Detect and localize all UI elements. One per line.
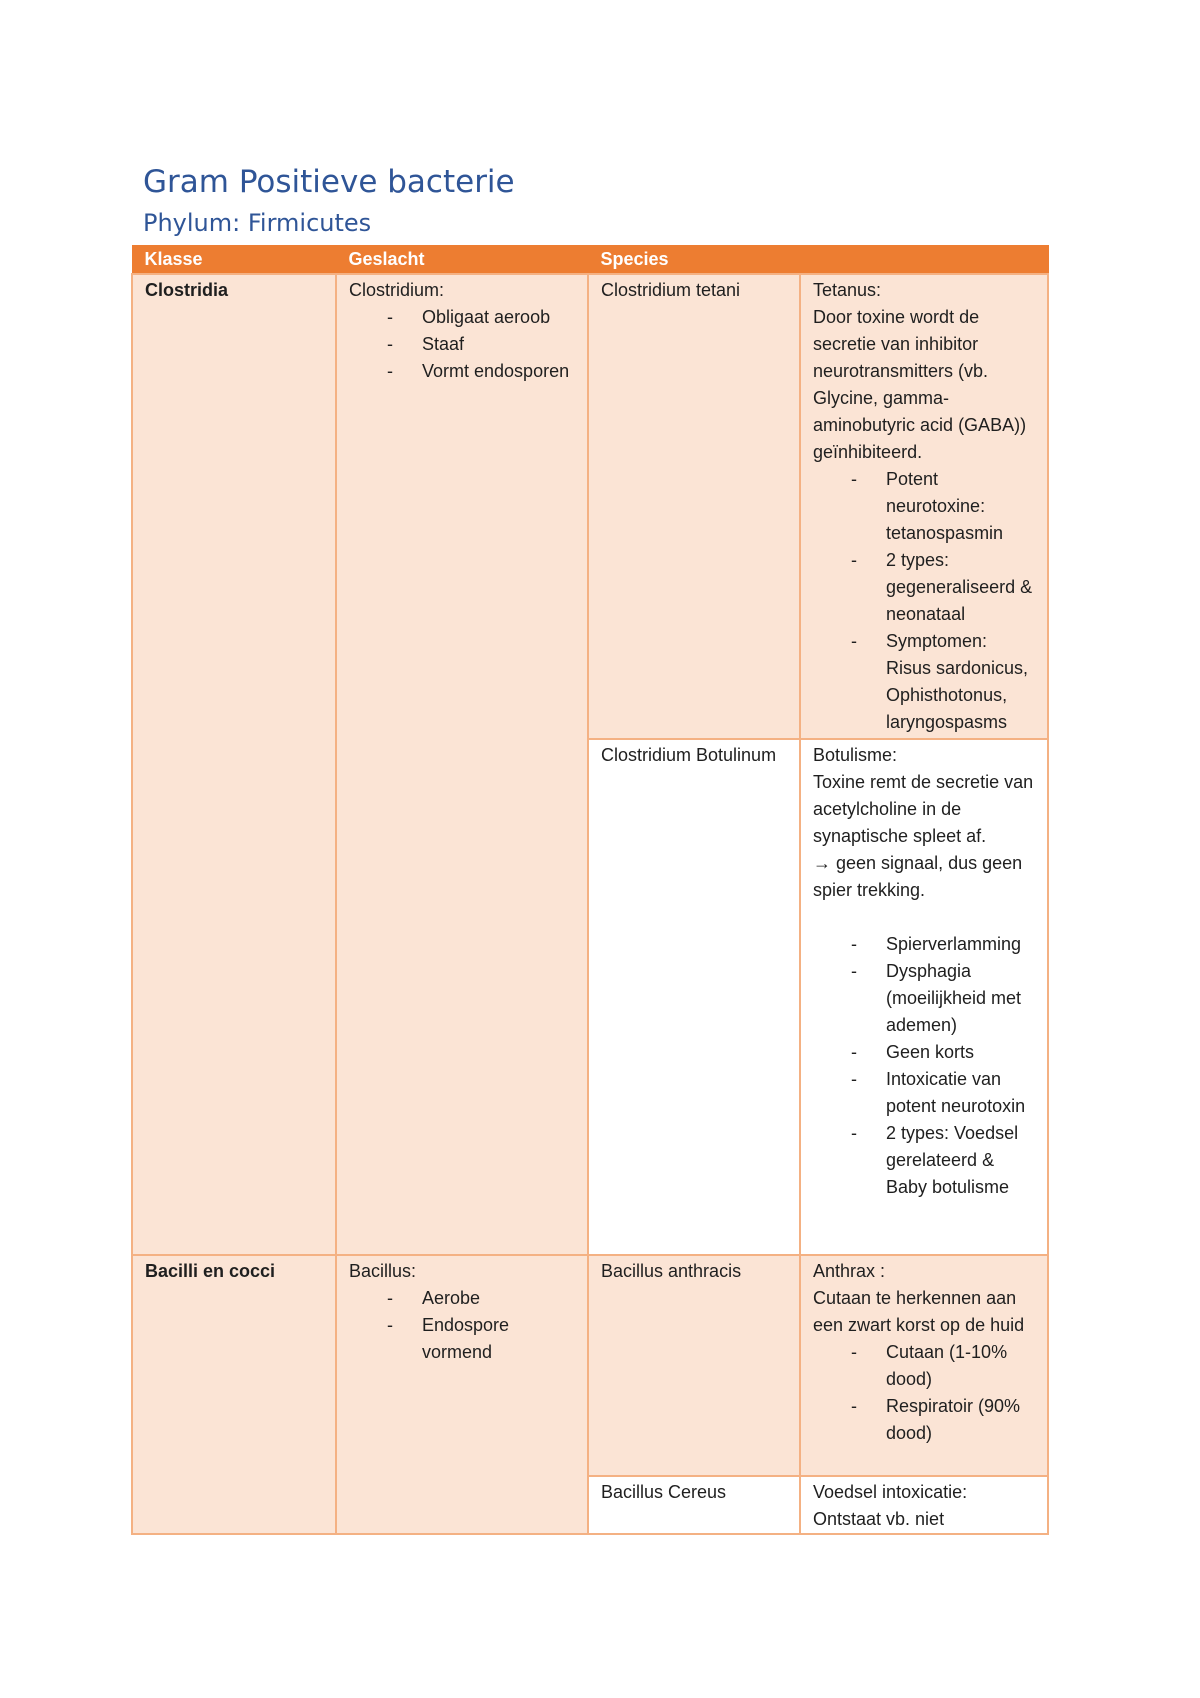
description-cell: [800, 739, 1048, 1255]
dash-bullet: -: [851, 550, 857, 570]
table-row: [132, 1255, 1048, 1476]
table-row: [132, 274, 1048, 739]
list-item: - Cutaan (1-10% dood): [813, 1339, 1035, 1393]
geslacht-label: Bacillus:: [349, 1261, 417, 1281]
list-item: - Vormt endosporen: [349, 358, 575, 385]
bacteria-table: [131, 245, 1049, 1535]
geslacht-list: [349, 304, 575, 385]
klasse-cell: [132, 274, 336, 1255]
dash-bullet: -: [851, 961, 857, 981]
dash-bullet: -: [851, 1042, 857, 1062]
list-item: - Obligaat aeroob: [349, 304, 575, 331]
list-item: - Symptomen: Risus sardonicus, Ophisthotonus, laryngospasms: [813, 628, 1035, 736]
description-arrow-line: → geen signaal, dus geen spier trekking.: [813, 853, 1023, 900]
dash-bullet: -: [851, 934, 857, 954]
dash-bullet: -: [851, 1342, 857, 1362]
list-item: - Geen korts: [813, 1039, 1035, 1066]
species-name: Clostridium Botulinum: [601, 745, 777, 765]
geslacht-cell: [336, 274, 588, 1255]
klasse-name: Bacilli en cocci: [145, 1261, 276, 1281]
dash-bullet: -: [851, 1396, 857, 1416]
description-label: Anthrax :: [813, 1261, 886, 1281]
dash-bullet: -: [851, 469, 857, 489]
description-cell: [800, 1476, 1048, 1534]
description-text: Door toxine wordt de secretie van inhibitor neurotransmitters (vb. Glycine, gamma-aminobutyric acid (GABA)) geïnhibiteerd.: [813, 307, 1027, 462]
page-title: Gram Positieve bacterie: [143, 164, 515, 200]
page-subtitle: Phylum: Firmicutes: [143, 209, 372, 237]
dash-bullet: -: [387, 361, 393, 381]
list-item: - Aerobe: [349, 1285, 575, 1312]
header-klasse: Klasse: [132, 246, 336, 275]
species-cell: [588, 739, 800, 1255]
list-item: - Staaf: [349, 331, 575, 358]
geslacht-label: Clostridium:: [349, 280, 445, 300]
list-item: - Intoxicatie van potent neurotoxin: [813, 1066, 1035, 1120]
description-label: Tetanus:: [813, 280, 882, 300]
list-item: - Potent neurotoxine: tetanospasmin: [813, 466, 1035, 547]
species-cell: [588, 1476, 800, 1534]
header-species: Species: [588, 246, 800, 275]
species-name: Bacillus Cereus: [601, 1482, 727, 1502]
geslacht-list: [349, 1285, 575, 1366]
list-item: - 2 types: Voedsel gerelateerd & Baby botulisme: [813, 1120, 1035, 1201]
description-text: Toxine remt de secretie van acetylcholine in de synaptische spleet af.: [813, 772, 1034, 846]
dash-bullet: -: [851, 1069, 857, 1089]
list-item: - Dysphagia (moeilijkheid met ademen): [813, 958, 1035, 1039]
header-geslacht: Geslacht: [336, 246, 588, 275]
species-cell: [588, 1255, 800, 1476]
spacer: [813, 904, 1035, 931]
table-header-row: [132, 246, 1048, 275]
description-text: Cutaan te herkennen aan een zwart korst op de huid: [813, 1288, 1025, 1335]
description-label: Voedsel intoxicatie:: [813, 1482, 968, 1502]
description-text: Ontstaat vb. niet: [813, 1509, 945, 1529]
dash-bullet: -: [387, 307, 393, 327]
description-cell: [800, 1255, 1048, 1476]
klasse-cell: [132, 1255, 336, 1534]
dash-bullet: -: [387, 1315, 393, 1335]
description-list: [813, 1339, 1035, 1447]
list-item: - 2 types: gegeneraliseerd & neonataal: [813, 547, 1035, 628]
header-description: [800, 246, 1048, 275]
dash-bullet: -: [851, 1123, 857, 1143]
description-cell: [800, 274, 1048, 739]
klasse-name: Clostridia: [145, 280, 229, 300]
list-item: - Respiratoir (90% dood): [813, 1393, 1035, 1447]
species-name: Bacillus anthracis: [601, 1261, 742, 1281]
dash-bullet: -: [387, 1288, 393, 1308]
dash-bullet: -: [387, 334, 393, 354]
geslacht-cell: [336, 1255, 588, 1534]
species-cell: [588, 274, 800, 739]
description-label: Botulisme:: [813, 745, 898, 765]
arrow-right-icon: →: [813, 853, 831, 873]
dash-bullet: -: [851, 631, 857, 651]
list-item: - Endospore vormend: [349, 1312, 575, 1366]
description-list: [813, 931, 1035, 1201]
description-list: [813, 466, 1035, 736]
list-item: - Spierverlamming: [813, 931, 1035, 958]
species-name: Clostridium tetani: [601, 280, 741, 300]
